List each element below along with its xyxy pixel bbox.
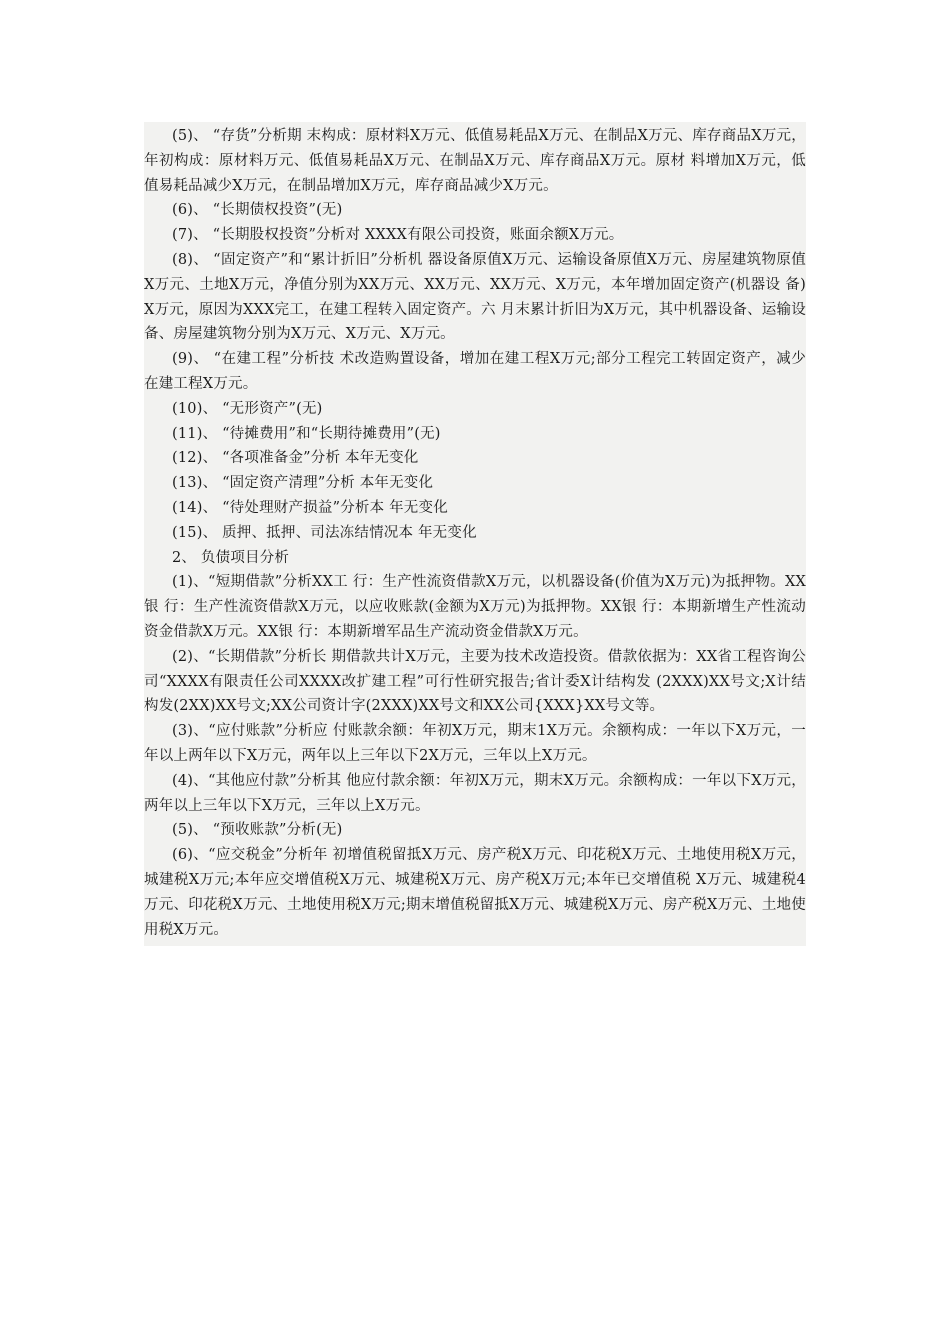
paragraph-fixed-asset-disposal: (13)、 “固定资产清理”分析 本年无变化: [172, 475, 434, 492]
paragraph-short-term-loans: (1)、“短期借款”分析XX工 行：生产性流资借款X万元，以机器设备(价值为X万元)为抵押物。XX银 行：生产性流资借款X万元，以应收账款(金额为X万元)为抵押物。XX银 行：本期新增生产性流动资金借款X万元。XX银 行：本期新增军品生产流动资金借款X万元。: [144, 574, 806, 640]
paragraph-fixed-assets: (8)、 “固定资产”和“累计折旧”分析机 器设备原值X万元、运输设备原值X万元、房屋建筑物原值X万元、土地X万元，净值分别为XX万元、XX万元、XX万元、X万元，本年增加固定资产(机器设 备)X万元，原因为XXX完工，在建工程转入固定资产。六 月末累计折旧为X万元，其中机器设备、运输设备、房屋建筑物分别为X万元、X万元、X万元。: [144, 251, 806, 343]
paragraph-long-term-equity-investment: (7)、 “长期股权投资”分析对 XXXX有限公司投资，账面余额X万元。: [172, 227, 624, 244]
paragraph-prepaid-expenses: (11)、 “待摊费用”和“长期待摊费用”(无): [172, 425, 441, 442]
paragraph-intangible-assets: (10)、 “无形资产”(无): [172, 400, 323, 417]
paragraph-pledges: (15)、 质押、抵押、司法冻结情况本 年无变化: [172, 524, 477, 541]
paragraph-pending-property-loss: (14)、 “待处理财产损益”分析本 年无变化: [172, 499, 448, 516]
paragraph-other-payables: (4)、“其他应付款”分析其 他应付款余额：年初X万元，期末X万元。余额构成：一年以下X万元，两年以上三年以下X万元，三年以上X万元。: [144, 772, 806, 814]
paragraph-taxes-payable: (6)、“应交税金”分析年 初增值税留抵X万元、房产税X万元、印花税X万元、土地使用税X万元，城建税X万元;本年应交增值税X万元、城建税X万元、房产税X万元;本年已交增值税 X万元、城建税4万元、印花税X万元、土地使用税X万元;期末增值税留抵X万元、城建税X万元、房产税X万元、土地使用税X万元。: [144, 847, 806, 938]
paragraph-inventory: (5)、 “存货”分析期 末构成：原材料X万元、低值易耗品X万元、在制品X万元、库存商品X万元，年初构成：原材料万元、低值易耗品X万元、在制品X万元、库存商品X万元。原材 料增加X万元，低值易耗品减少X万元，在制品增加X万元，库存商品减少X万元。: [144, 128, 806, 194]
section-heading-liabilities: 2、 负债项目分析: [172, 549, 290, 566]
paragraph-advance-receipts: (5)、 “预收账款”分析(无): [172, 822, 343, 839]
paragraph-construction-in-progress: (9)、 “在建工程”分析技 术改造购置设备，增加在建工程X万元;部分工程完工转固定资产，减少在建工程X万元。: [144, 351, 806, 392]
paragraph-reserves: (12)、 “各项准备金”分析 本年无变化: [172, 450, 419, 467]
document-body: [144, 122, 806, 946]
paragraph-long-term-loans: (2)、“长期借款”分析长 期借款共计X万元，主要为技术改造投资。借款依据为：XX省工程咨询公司“XXXX有限责任公司XXXX改扩建工程”可行性研究报告;省计委X计结构发 (2XXX)XX号文;X计结构发(2XX)XX号文;XX公司资计字(2XXX)XX号文和XX公司{XXX}XX号文等。: [144, 648, 806, 715]
paragraph-long-term-debt-investment: (6)、 “长期债权投资”(无): [172, 202, 343, 219]
paragraph-accounts-payable: (3)、“应付账款”分析应 付账款余额：年初X万元，期末1X万元。余额构成：一年以下X万元，一年以上两年以下X万元，两年以上三年以下2X万元，三年以上X万元。: [144, 723, 806, 764]
